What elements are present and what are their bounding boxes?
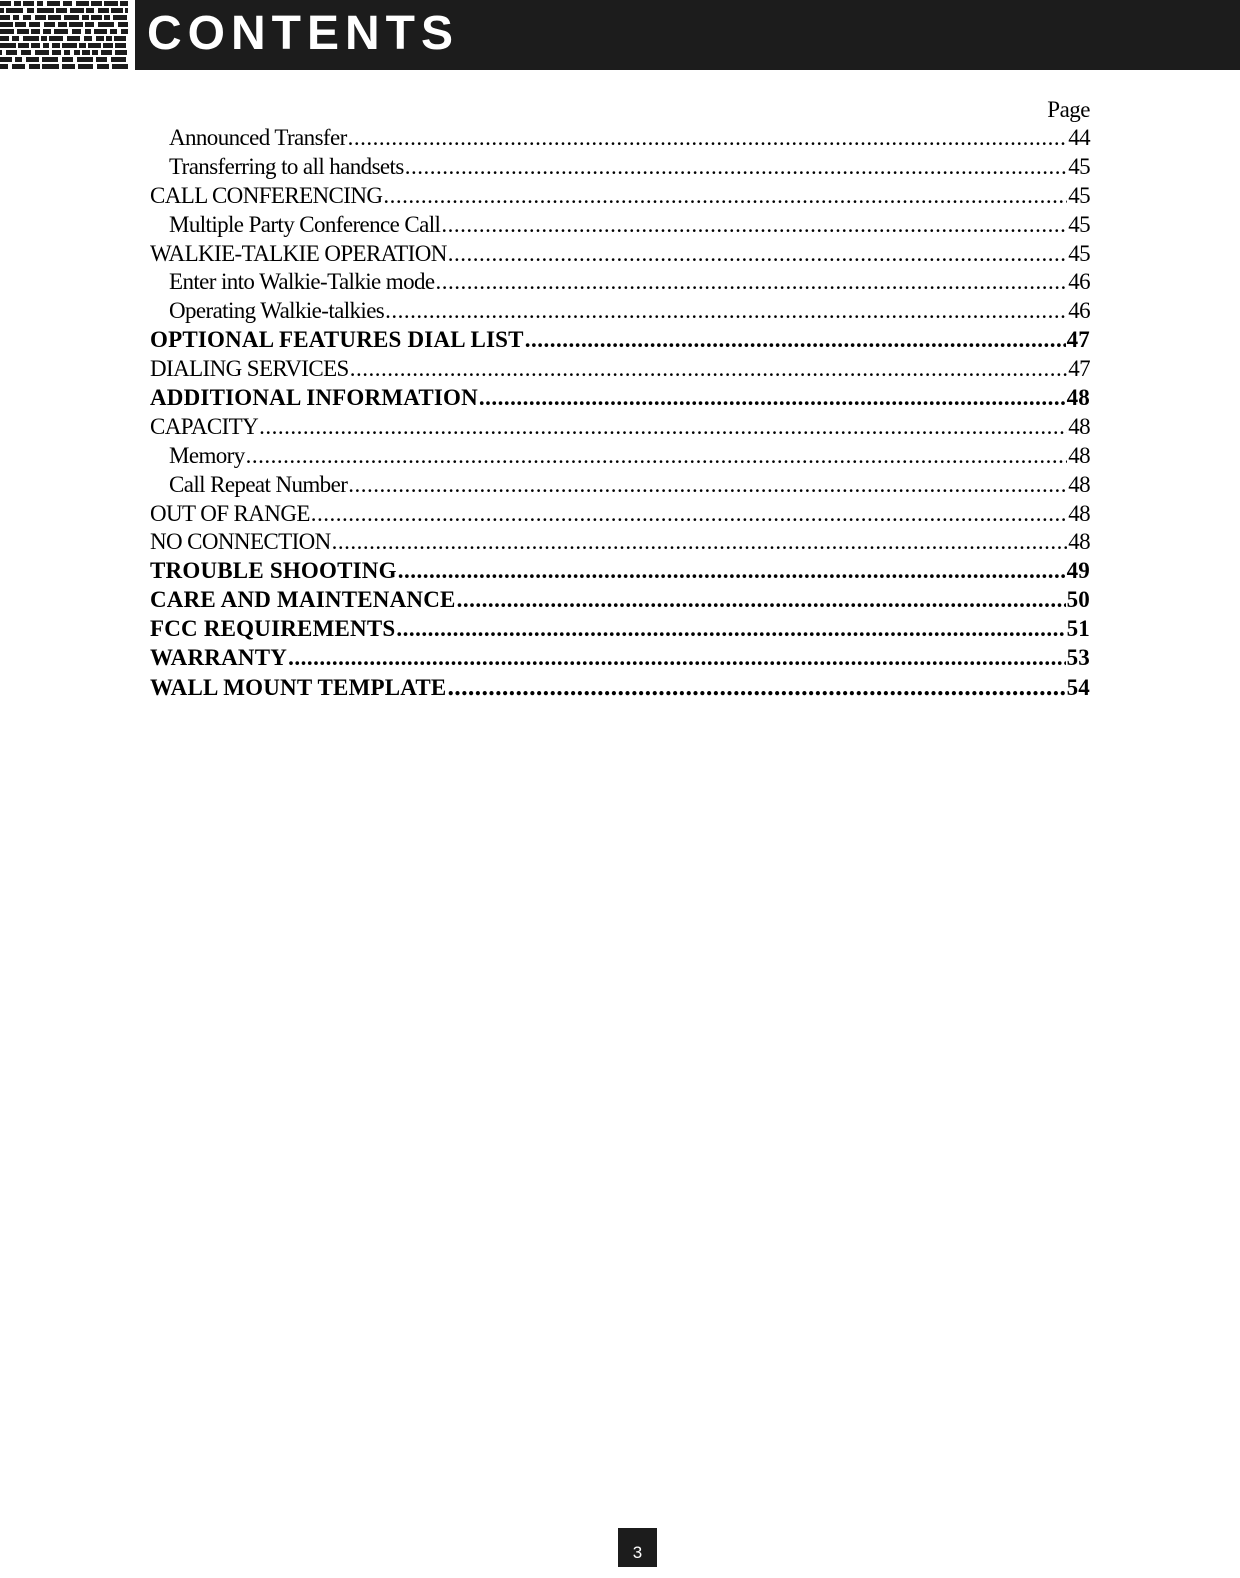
brick-block bbox=[85, 22, 94, 27]
brick-block bbox=[76, 1, 89, 6]
brick-block bbox=[96, 57, 107, 62]
page-number: 3 bbox=[618, 1528, 657, 1567]
toc-entry-label: Call Repeat Number bbox=[169, 471, 348, 497]
toc-entry-page: 48 bbox=[1068, 529, 1090, 555]
toc-entry-operating-walkie-talkies[interactable] bbox=[150, 297, 1090, 326]
brick-block bbox=[110, 29, 117, 34]
toc-entry-care-and-maintenance[interactable] bbox=[150, 586, 1090, 615]
toc-entry-trouble-shooting[interactable] bbox=[150, 557, 1090, 586]
brick-block bbox=[101, 50, 112, 55]
brick-block bbox=[82, 15, 89, 20]
dot-leader bbox=[246, 442, 1068, 471]
brick-block bbox=[0, 43, 16, 48]
toc-entry-label: WARRANTY bbox=[150, 645, 288, 671]
brick-block bbox=[49, 36, 63, 41]
brick-block bbox=[42, 57, 58, 62]
toc-entry-label: Transferring to all handsets bbox=[169, 153, 404, 179]
dot-leader bbox=[350, 355, 1067, 384]
toc-entry-page: 48 bbox=[1068, 442, 1090, 468]
brick-block bbox=[47, 1, 60, 6]
brick-block bbox=[86, 8, 94, 13]
toc-entry-label: FCC REQUIREMENTS bbox=[150, 616, 396, 642]
dot-leader bbox=[405, 153, 1068, 182]
toc-entry-page: 48 bbox=[1068, 471, 1090, 497]
brick-block bbox=[106, 36, 112, 41]
brick-block bbox=[92, 50, 98, 55]
toc-entry-warranty[interactable] bbox=[150, 644, 1090, 673]
brick-block bbox=[0, 8, 4, 13]
toc-entry-transferring-to-all-handsets[interactable] bbox=[150, 153, 1090, 182]
brick-block bbox=[23, 15, 31, 20]
dot-leader bbox=[348, 471, 1067, 500]
toc-entry-announced-transfer[interactable] bbox=[150, 124, 1090, 153]
brick-block bbox=[56, 8, 67, 13]
dot-leader bbox=[332, 528, 1068, 557]
toc-entry-additional-information[interactable] bbox=[150, 384, 1090, 413]
dot-leader bbox=[383, 182, 1067, 211]
dot-leader bbox=[311, 500, 1067, 529]
toc-entry-label: CARE AND MAINTENANCE bbox=[150, 587, 456, 613]
brick-block bbox=[14, 1, 21, 6]
dot-leader bbox=[525, 326, 1066, 355]
dot-leader bbox=[385, 297, 1067, 326]
brick-block bbox=[15, 57, 22, 62]
brick-block bbox=[0, 15, 10, 20]
toc-entry-page: 48 bbox=[1068, 413, 1090, 439]
brick-block bbox=[104, 1, 118, 6]
brick-block bbox=[112, 64, 128, 69]
brick-block bbox=[13, 15, 19, 20]
brick-block bbox=[125, 8, 128, 13]
brick-block bbox=[0, 64, 8, 69]
brick-block bbox=[70, 8, 84, 13]
brick-block bbox=[37, 8, 54, 13]
brick-block bbox=[77, 57, 93, 62]
toc-entry-page: 48 bbox=[1068, 500, 1090, 526]
toc-entry-fcc-requirements[interactable] bbox=[150, 615, 1090, 644]
header-logo-pattern bbox=[0, 0, 128, 70]
brick-block bbox=[0, 57, 12, 62]
brick-block bbox=[94, 29, 107, 34]
toc-entry-page: 47 bbox=[1068, 356, 1090, 382]
brick-block bbox=[69, 22, 83, 27]
brick-block bbox=[48, 15, 61, 20]
brick-block bbox=[111, 8, 123, 13]
dot-leader bbox=[259, 413, 1067, 442]
brick-block bbox=[29, 22, 40, 27]
brick-block bbox=[23, 1, 34, 6]
brick-block bbox=[52, 50, 61, 55]
brick-block bbox=[58, 22, 67, 27]
toc-entry-label: CALL CONFERENCING bbox=[150, 182, 383, 208]
brick-block bbox=[98, 22, 114, 27]
brick-block bbox=[63, 1, 72, 6]
brick-block bbox=[113, 15, 127, 20]
toc-entry-page: 51 bbox=[1066, 616, 1090, 642]
toc-entry-walkie-talkie-operation[interactable] bbox=[150, 240, 1090, 269]
header-bar bbox=[135, 0, 1240, 70]
toc-entry-label: CAPACITY bbox=[150, 413, 259, 439]
toc-entry-label: Operating Walkie-talkies bbox=[169, 298, 385, 324]
toc-entry-out-of-range[interactable] bbox=[150, 500, 1090, 529]
brick-block bbox=[74, 50, 80, 55]
brick-block bbox=[79, 43, 86, 48]
toc-entry-page: 46 bbox=[1068, 298, 1090, 324]
table-of-contents bbox=[150, 96, 1090, 702]
brick-block bbox=[6, 8, 23, 13]
toc-entry-label: WALKIE-TALKIE OPERATION bbox=[150, 240, 447, 266]
toc-entry-label: Enter into Walkie-Talkie mode bbox=[169, 269, 435, 295]
brick-block bbox=[52, 43, 60, 48]
toc-entry-call-repeat-number[interactable] bbox=[150, 471, 1090, 500]
brick-block bbox=[27, 8, 34, 13]
brick-block bbox=[115, 50, 127, 55]
brick-block bbox=[121, 29, 128, 34]
page-title: CONTENTS bbox=[147, 7, 459, 60]
dot-leader bbox=[398, 557, 1066, 586]
brick-block bbox=[72, 29, 81, 34]
dot-leader bbox=[448, 240, 1067, 269]
toc-entry-label: DIALING SERVICES bbox=[150, 356, 349, 382]
dot-leader bbox=[457, 586, 1066, 615]
brick-block bbox=[111, 57, 126, 62]
brick-block bbox=[62, 57, 73, 62]
toc-entry-page: 44 bbox=[1068, 125, 1090, 150]
brick-block bbox=[67, 36, 80, 41]
brick-block bbox=[114, 36, 126, 41]
brick-block bbox=[17, 29, 29, 34]
brick-block bbox=[84, 36, 92, 41]
dot-leader bbox=[479, 384, 1066, 413]
brick-block bbox=[0, 36, 9, 41]
brick-block bbox=[0, 29, 14, 34]
toc-entry-page: 48 bbox=[1066, 385, 1090, 411]
toc-entry-label: Announced Transfer bbox=[169, 125, 347, 150]
toc-entry-memory[interactable] bbox=[150, 442, 1090, 471]
brick-block bbox=[54, 29, 68, 34]
brick-block bbox=[82, 50, 90, 55]
brick-block bbox=[0, 22, 13, 27]
toc-entry-no-connection[interactable] bbox=[150, 528, 1090, 557]
brick-block bbox=[120, 1, 128, 6]
brick-block bbox=[104, 15, 110, 20]
brick-block bbox=[85, 29, 91, 34]
brick-block bbox=[62, 43, 77, 48]
brick-block bbox=[0, 50, 2, 55]
toc-entry-label: OPTIONAL FEATURES DIAL LIST bbox=[150, 327, 524, 353]
brick-block bbox=[88, 43, 101, 48]
brick-block bbox=[41, 36, 47, 41]
toc-entry-page: 45 bbox=[1068, 182, 1090, 208]
brick-block bbox=[98, 8, 109, 13]
brick-block bbox=[64, 15, 79, 20]
toc-entry-page: 53 bbox=[1066, 645, 1090, 671]
brick-block bbox=[91, 15, 102, 20]
toc-entry-page: 47 bbox=[1066, 327, 1090, 353]
page-column-label: Page bbox=[1047, 97, 1090, 122]
toc-entry-page: 45 bbox=[1068, 153, 1090, 179]
toc-entry-multiple-party-conference-call[interactable] bbox=[150, 211, 1090, 240]
toc-entry-label: TROUBLE SHOOTING bbox=[150, 558, 397, 584]
toc-entry-enter-walkie-talkie-mode[interactable] bbox=[150, 268, 1090, 297]
brick-block bbox=[103, 43, 113, 48]
dot-leader bbox=[441, 211, 1067, 240]
dot-leader bbox=[348, 124, 1068, 153]
toc-entry-page: 45 bbox=[1068, 240, 1090, 266]
toc-entry-page: 45 bbox=[1068, 211, 1090, 237]
brick-block bbox=[64, 50, 70, 55]
brick-pattern-icon bbox=[0, 0, 128, 70]
toc-entry-page: 49 bbox=[1066, 558, 1090, 584]
toc-entry-page: 46 bbox=[1068, 269, 1090, 295]
brick-block bbox=[96, 36, 104, 41]
brick-block bbox=[29, 64, 40, 69]
brick-block bbox=[91, 1, 102, 6]
toc-entry-capacity[interactable] bbox=[150, 413, 1090, 442]
toc-entry-label: ADDITIONAL INFORMATION bbox=[150, 385, 478, 411]
toc-entry-label: WALL MOUNT TEMPLATE bbox=[150, 674, 447, 700]
brick-block bbox=[78, 64, 93, 69]
dot-leader bbox=[396, 615, 1065, 644]
toc-entry-label: Multiple Party Conference Call bbox=[169, 211, 441, 237]
brick-block bbox=[35, 50, 49, 55]
toc-entry-optional-features-dial-list[interactable] bbox=[150, 326, 1090, 355]
dot-leader bbox=[436, 268, 1068, 297]
brick-block bbox=[97, 64, 109, 69]
dot-leader bbox=[447, 673, 1065, 703]
brick-block bbox=[15, 22, 26, 27]
brick-block bbox=[43, 29, 51, 34]
brick-block bbox=[62, 64, 75, 69]
brick-block bbox=[118, 22, 128, 27]
brick-block bbox=[35, 15, 46, 20]
brick-block bbox=[31, 43, 40, 48]
brick-block bbox=[44, 22, 55, 27]
brick-block bbox=[21, 50, 31, 55]
brick-block bbox=[115, 43, 126, 48]
toc-entry-page: 54 bbox=[1066, 674, 1090, 700]
dot-leader bbox=[288, 644, 1066, 673]
brick-block bbox=[31, 29, 40, 34]
brick-block bbox=[6, 50, 17, 55]
brick-block bbox=[18, 43, 29, 48]
brick-block bbox=[12, 36, 19, 41]
toc-entry-wall-mount-template[interactable] bbox=[150, 673, 1090, 702]
brick-block bbox=[0, 1, 11, 6]
toc-entry-page: 50 bbox=[1066, 587, 1090, 613]
brick-block bbox=[42, 64, 59, 69]
toc-entry-label: OUT OF RANGE bbox=[150, 500, 310, 526]
toc-entry-dialing-services[interactable] bbox=[150, 355, 1090, 384]
brick-block bbox=[12, 64, 25, 69]
toc-entry-call-conferencing[interactable] bbox=[150, 182, 1090, 211]
brick-block bbox=[43, 43, 49, 48]
brick-block bbox=[23, 36, 39, 41]
toc-entry-label: NO CONNECTION bbox=[150, 529, 331, 555]
brick-block bbox=[37, 1, 43, 6]
toc-entry-label: Memory bbox=[169, 442, 245, 468]
brick-block bbox=[26, 57, 39, 62]
